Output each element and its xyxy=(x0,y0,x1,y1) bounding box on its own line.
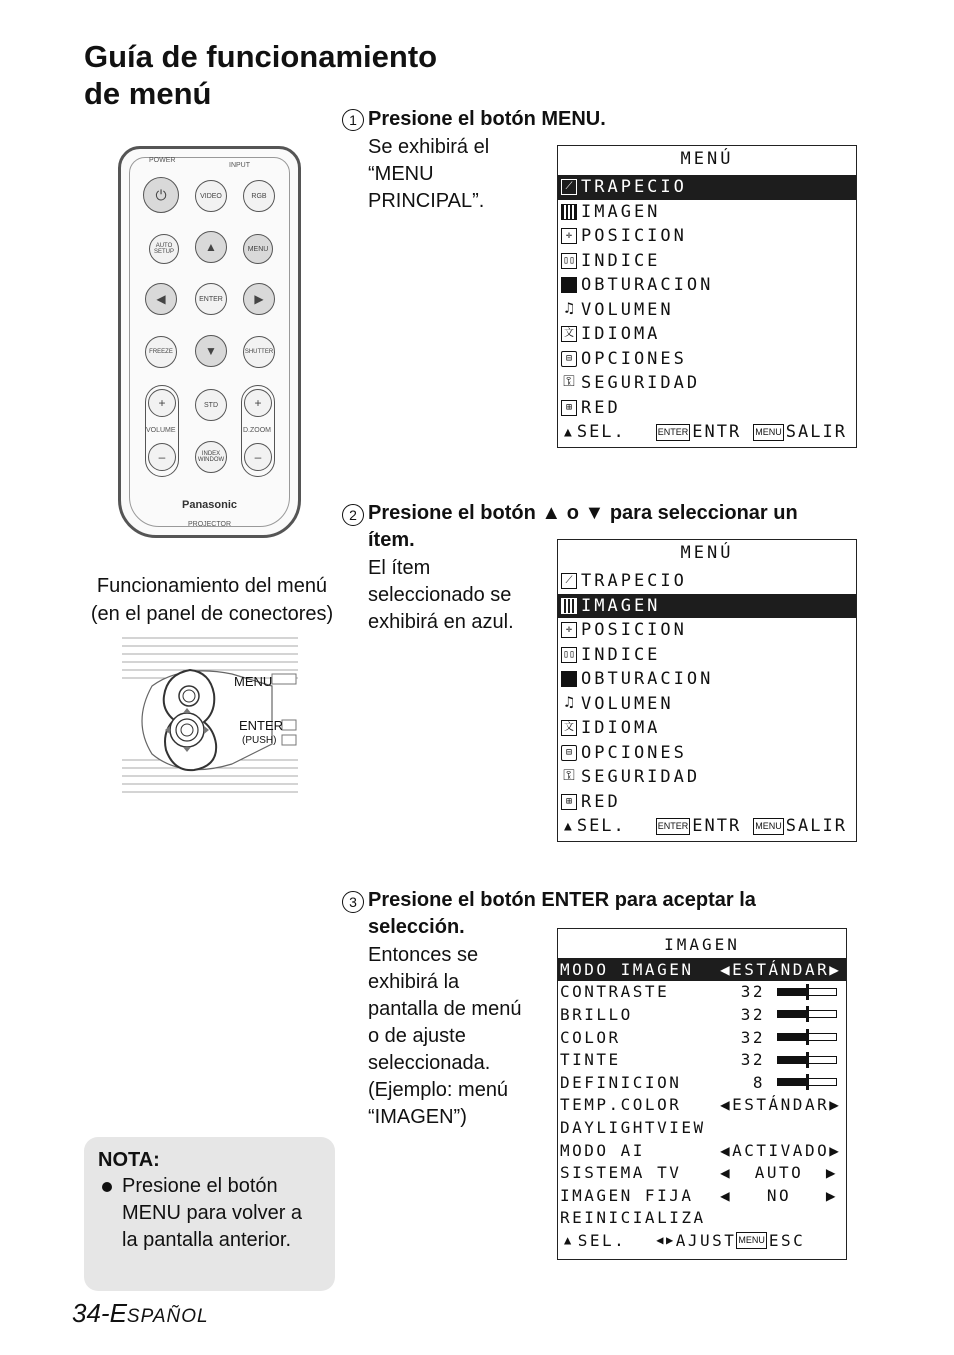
image-menu-row-slider: TINTE 32 xyxy=(558,1048,846,1071)
menu-key-icon: MENU xyxy=(753,424,784,441)
menu-item-imagen: IMAGEN xyxy=(558,200,856,225)
music-note-icon: ♫ xyxy=(564,298,574,317)
index-window-icon: ▯▯ xyxy=(561,647,577,663)
right-arrow-button: ▶ xyxy=(243,283,275,315)
step-1-number: 1 xyxy=(342,109,364,131)
image-menu-row-fija: IMAGEN FIJA ◀ NO ▶ xyxy=(560,1185,838,1205)
key-icon: ⚿ xyxy=(563,766,575,785)
picture-icon xyxy=(561,598,577,614)
slider-knob xyxy=(806,1029,809,1045)
slider-bar xyxy=(777,988,837,996)
left-arrow-icon: ◀ xyxy=(720,959,733,979)
slider-fill xyxy=(778,1057,807,1063)
keystone-icon: ⟋ xyxy=(561,573,577,589)
panel-menu-label: MENU xyxy=(234,674,273,689)
volume-plus-button: + xyxy=(148,389,176,417)
page-footer: 34-ESPAÑOL xyxy=(72,1298,209,1328)
menu-item-indice: ▯▯ INDICE xyxy=(562,250,661,271)
up-arrow-button: ▲ xyxy=(195,231,227,263)
left-arrow-icon: ◀ xyxy=(720,1185,733,1205)
down-arrow-button: ▼ xyxy=(195,335,227,367)
menu-item-volumen: ♫ VOLUMEN xyxy=(558,692,856,717)
options-icon: ⊟ xyxy=(561,745,577,761)
remote-brand-logo: Panasonic xyxy=(181,499,238,511)
step-3-heading: Presione el botón ENTER para aceptar la selección. xyxy=(368,889,756,938)
menu-item-opciones: ⊟ OPCIONES xyxy=(558,347,856,372)
step-1-text: Se exhibirá el “MENU PRINCIPAL”. xyxy=(368,136,490,212)
image-menu-footer: ▲ SEL. ◀▶ AJUST MENU ESC xyxy=(564,1230,806,1250)
index-window-button: INDEX WINDOW xyxy=(195,441,227,473)
note-box xyxy=(84,1137,335,1291)
remote-control-illustration xyxy=(118,146,301,538)
menu-item-red: ⊞ RED xyxy=(558,396,856,421)
menu-button: MENU xyxy=(243,234,273,264)
key-icon: ⚿ xyxy=(563,372,575,391)
menu-item-volumen: ♫ VOLUMEN xyxy=(558,298,856,323)
slider-knob xyxy=(806,1074,809,1090)
image-menu-row-tv: SISTEMA TV ◀ AUTO ▶ xyxy=(560,1163,838,1183)
step-3-number: 3 xyxy=(342,891,364,913)
main-menu-footer: ▲ SEL. ENTER ENTR MENU SALIR xyxy=(564,816,847,836)
volume-minus-button: – xyxy=(148,443,176,471)
step-1-heading: Presione el botón MENU. xyxy=(368,108,606,130)
shutter-icon xyxy=(561,277,577,293)
menu-item-trapecio: ⟋ TRAPECIO xyxy=(558,569,856,594)
right-arrow-icon: ▶ xyxy=(829,1095,842,1115)
image-menu-screen xyxy=(557,928,847,1260)
left-arrow-icon: ◀ xyxy=(720,1163,733,1183)
picture-icon xyxy=(561,204,577,220)
image-menu-row-slider: CONTRASTE 32 xyxy=(558,981,846,1004)
language-icon: 文 xyxy=(561,326,577,342)
right-arrow-icon: ▶ xyxy=(829,959,842,979)
power-button: ⏻ xyxy=(143,177,179,213)
slider-bar xyxy=(777,1078,837,1086)
auto-setup-button: AUTO SETUP xyxy=(149,234,179,264)
left-arrow-icon: ◀ xyxy=(720,1140,733,1160)
image-menu-row-ai: MODO AI ◀ ACTIVADO ▶ xyxy=(560,1140,842,1160)
page-title: Guía de funcionamiento de menú xyxy=(84,39,438,111)
menu-item-posicion: ✛ POSICION xyxy=(558,224,856,249)
main-menu-title: MENÚ xyxy=(680,149,734,169)
up-down-arrow-icon: ▲ xyxy=(564,818,574,834)
connector-panel-drawing xyxy=(122,634,298,796)
right-arrow-icon: ▶ xyxy=(825,1185,838,1205)
volume-label: VOLUME xyxy=(146,427,176,434)
menu-item-idioma: 文 IDIOMA xyxy=(558,322,856,347)
image-menu-row-slider: BRILLO 32 xyxy=(558,1003,846,1026)
music-note-icon: ♫ xyxy=(564,692,574,711)
slider-knob xyxy=(806,1006,809,1022)
slider-knob xyxy=(806,984,809,1000)
image-menu-row-temp: TEMP.COLOR ◀ ESTÁNDAR ▶ xyxy=(560,1095,842,1115)
network-icon: ⊞ xyxy=(561,794,577,810)
dzoom-label: D.ZOOM xyxy=(243,427,271,434)
step-3-text: Entonces se exhibirá la pantalla de menú o de ajuste seleccionada. (Ejemplo: menú “IMAGEN”) xyxy=(368,944,522,1128)
main-menu-title: MENÚ xyxy=(680,543,734,563)
up-down-arrow-icon: ▲ xyxy=(564,1233,574,1248)
slider-bar xyxy=(777,1056,837,1064)
remote-model-label: PROJECTOR xyxy=(187,521,232,528)
image-menu-row-slider: COLOR 32 xyxy=(558,1026,846,1049)
note-heading: NOTA: xyxy=(98,1149,160,1171)
menu-item-idioma: 文 IDIOMA xyxy=(558,716,856,741)
slider-fill xyxy=(778,1079,807,1085)
menu-item-trapecio: ⟋ TRAPECIO xyxy=(558,175,856,200)
remote-power-label: POWER xyxy=(149,157,176,164)
image-menu-row-slider: DEFINICION 8 xyxy=(558,1071,846,1094)
std-button: STD xyxy=(195,389,227,421)
position-icon: ✛ xyxy=(561,622,577,638)
image-menu-row-daylight: DAYLIGHTVIEW xyxy=(560,1117,706,1137)
left-arrow-button: ◀ xyxy=(145,283,177,315)
menu-key-icon: MENU xyxy=(736,1232,767,1249)
slider-fill xyxy=(778,1034,807,1040)
slider-knob xyxy=(806,1052,809,1068)
note-text: Presione el botón MENU para volver a la pantalla anterior. xyxy=(98,1173,321,1254)
main-menu-footer: ▲ SEL. ENTER ENTR MENU SALIR xyxy=(564,422,847,442)
index-window-icon: ▯▯ xyxy=(561,253,577,269)
right-arrow-icon: ▶ xyxy=(825,1163,838,1183)
keystone-icon: ⟋ xyxy=(561,179,577,195)
menu-item-red: ⊞ RED xyxy=(558,790,856,815)
dzoom-plus-button: + xyxy=(244,389,272,417)
menu-item-opciones: ⊟ OPCIONES xyxy=(558,741,856,766)
enter-key-icon: ENTER xyxy=(656,424,691,441)
slider-fill xyxy=(778,1011,807,1017)
menu-item-obturacion: OBTURACION xyxy=(558,273,856,298)
slider-bar xyxy=(777,1010,837,1018)
step-2-number: 2 xyxy=(342,504,364,526)
right-arrow-icon: ▶ xyxy=(829,1140,842,1160)
menu-item-posicion: ✛ POSICION xyxy=(558,618,856,643)
position-icon: ✛ xyxy=(561,228,577,244)
image-menu-title: IMAGEN xyxy=(664,935,740,954)
menu-item-obturacion: OBTURACION xyxy=(558,667,856,692)
rgb-button: RGB xyxy=(243,180,275,212)
main-menu-screen-1 xyxy=(557,145,857,448)
enter-key-icon: ENTER xyxy=(656,818,691,835)
freeze-button: FREEZE xyxy=(145,336,177,368)
connector-panel-illustration xyxy=(122,634,298,796)
options-icon: ⊟ xyxy=(561,351,577,367)
remote-input-label: INPUT xyxy=(229,162,250,169)
menu-item-indice: ▯▯ INDICE xyxy=(562,644,661,665)
panel-caption: Funcionamiento del menú (en el panel de conectores) xyxy=(90,575,334,625)
shutter-icon xyxy=(561,671,577,687)
left-arrow-icon: ◀ xyxy=(720,1095,733,1115)
shutter-button: SHUTTER xyxy=(243,336,275,368)
video-button: VIDEO xyxy=(195,180,227,212)
bullet-icon xyxy=(102,1182,112,1192)
slider-fill xyxy=(778,989,807,995)
main-menu-screen-2 xyxy=(557,539,857,842)
up-down-arrow-icon: ▲ xyxy=(564,424,574,440)
language-icon: 文 xyxy=(561,720,577,736)
network-icon: ⊞ xyxy=(561,400,577,416)
menu-item-seguridad: ⚿ SEGURIDAD xyxy=(558,765,856,790)
menu-item-imagen: IMAGEN xyxy=(558,594,856,619)
image-menu-row-reset: REINICIALIZA xyxy=(560,1208,706,1228)
left-right-arrow-icon: ◀▶ xyxy=(656,1233,676,1248)
menu-key-icon: MENU xyxy=(753,818,784,835)
step-2-heading: Presione el botón ▲ o ▼ para seleccionar un ítem. xyxy=(368,502,798,551)
panel-enter-label: ENTER xyxy=(239,718,284,733)
step-2-text: El ítem seleccionado se exhibirá en azul. xyxy=(368,557,514,633)
dzoom-minus-button: – xyxy=(244,443,272,471)
panel-push-label: (PUSH) xyxy=(242,735,277,746)
slider-bar xyxy=(777,1033,837,1041)
enter-button: ENTER xyxy=(195,283,227,315)
image-menu-row-mode: MODO IMAGEN ◀ ESTÁNDAR ▶ xyxy=(558,958,846,981)
menu-item-seguridad: ⚿ SEGURIDAD xyxy=(558,371,856,396)
